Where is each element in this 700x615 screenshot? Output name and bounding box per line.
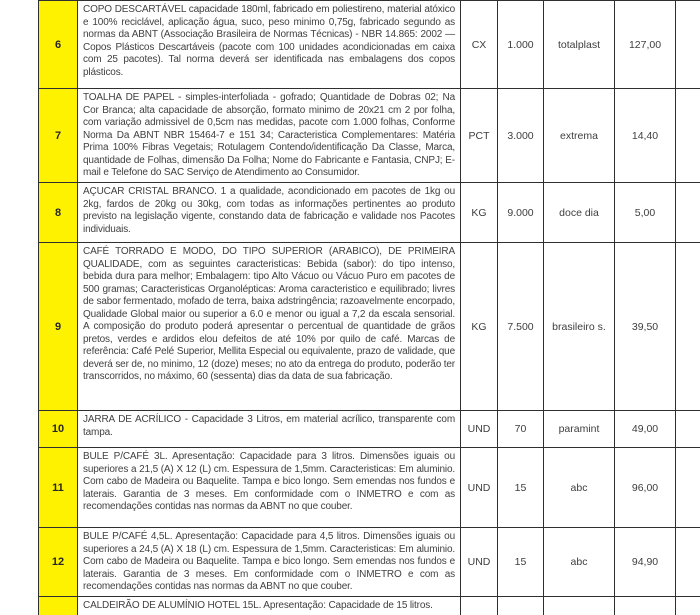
table-row <box>39 448 700 528</box>
brand-cell: doce dia <box>544 183 615 243</box>
price-cell: 49,00 <box>615 411 676 448</box>
items-table <box>38 0 700 615</box>
description-text: TOALHA DE PAPEL - simples-interfoliada - gofrado; Quantidade de Dobras 02; Na Cor Branca; alta capacidade de absorção, formato minimo de 20x21 cm 2 por folha, com variação admissivel de 0,5cm nas medidas, pacote com 1.000 folhas, Conforme Norma Da ABNT NBR 15464-7 e 151 34; Caracteristica Complementares: Matéria Prima 100% Fibras Vegetais; Rotulagem Contendo/identificação Da Classe, Marca, quantidade de Folhas, dimensão Da Folha; Nome do Fabricante e Fantasia, CNPJ; E-mail e Telefone do SAC Serviço de Atendimento ao Consumidor. <box>78 89 460 182</box>
table-row <box>39 528 700 597</box>
quantity-cell: 1.000 <box>498 1 544 89</box>
unit-cell: PCT <box>461 89 498 183</box>
description-text: CALDEIRÃO DE ALUMÍNIO HOTEL 15L. Apresentação: Capacidade de 15 litros. <box>78 597 460 615</box>
description-cell <box>78 183 461 243</box>
brand-cell <box>544 597 615 615</box>
brand-cell: abc <box>544 528 615 597</box>
unit-cell: UND <box>461 528 498 597</box>
quantity-cell: 15 <box>498 448 544 528</box>
unit-cell <box>461 597 498 615</box>
price-cell <box>615 597 676 615</box>
description-cell <box>78 243 461 411</box>
quantity-cell: 15 <box>498 528 544 597</box>
price-cell: 94,90 <box>615 528 676 597</box>
brand-cell: paramint <box>544 411 615 448</box>
table-row <box>39 1 700 89</box>
price-cell: 14,40 <box>615 89 676 183</box>
unit-cell: UND <box>461 448 498 528</box>
cropped-column-cell <box>676 183 700 243</box>
unit-cell: CX <box>461 1 498 89</box>
description-text: BULE P/CAFÉ 3L. Apresentação: Capacidade para 3 litros. Dimensões iguais ou superiores a 21,5 (A) X 12 (L) cm. Espessura de 1,5mm. Caracteristicas: Em aluminio. Com cabo de Madeira ou Baquelite. Tampa e bico longo. Sem emendas nos fundos e laterais. Garantia de 3 meses. Em conformidade com o INMETRO e com as recomendações contidas nas normas da ABNT no que couber. <box>78 448 460 516</box>
description-cell <box>78 597 461 615</box>
description-text: JARRA DE ACRÍLICO - Capacidade 3 Litros, em material acrílico, transparente com tampa. <box>78 411 460 441</box>
unit-cell: KG <box>461 183 498 243</box>
table-row <box>39 183 700 243</box>
table-row-partial <box>39 597 700 615</box>
description-cell <box>78 528 461 597</box>
brand-cell: abc <box>544 448 615 528</box>
item-number: 11 <box>39 448 78 528</box>
cropped-column-cell <box>676 411 700 448</box>
price-cell: 39,50 <box>615 243 676 411</box>
item-number: 6 <box>39 1 78 89</box>
brand-cell: extrema <box>544 89 615 183</box>
brand-cell: brasileiro s. <box>544 243 615 411</box>
item-number: 8 <box>39 183 78 243</box>
price-cell: 127,00 <box>615 1 676 89</box>
description-text: COPO DESCARTÁVEL capacidade 180ml, fabricado em poliestireno, material atóxico e 100% reciclável, aplicação água, suco, peso minimo 0,75g, fabricado segundo as normas da ABNT (Associação Brasileira de Normas Técnicas) - NBR 14.865: 2002 — Copos Plásticos Descartáveis (pacote com 100 unidades acondicionadas em caixa com 25 pacotes). Tal norma deverá ser identificada nas embalagens dos copos plásticos. <box>78 1 460 81</box>
brand-cell: totalplast <box>544 1 615 89</box>
table-row <box>39 89 700 183</box>
unit-cell: KG <box>461 243 498 411</box>
item-number: 10 <box>39 411 78 448</box>
price-cell: 5,00 <box>615 183 676 243</box>
item-number: 9 <box>39 243 78 411</box>
cropped-column-cell <box>676 597 700 615</box>
cropped-column-cell <box>676 448 700 528</box>
cropped-column-cell <box>676 1 700 89</box>
quantity-cell: 3.000 <box>498 89 544 183</box>
quantity-cell: 9.000 <box>498 183 544 243</box>
description-cell <box>78 448 461 528</box>
description-text: AÇUCAR CRISTAL BRANCO. 1 a qualidade, acondicionado em pacotes de 1kg ou 2kg, fardos de 20kg ou 30kg, com todas as informações pertinentes ao produto previsto na legislação vigente, constando data de fabricação e validade nos Pacotes individuais. <box>78 183 460 238</box>
quantity-cell: 7.500 <box>498 243 544 411</box>
unit-cell: UND <box>461 411 498 448</box>
table-row <box>39 411 700 448</box>
description-cell <box>78 1 461 89</box>
item-number: 12 <box>39 528 78 597</box>
cropped-column-cell <box>676 243 700 411</box>
price-cell: 96,00 <box>615 448 676 528</box>
item-number <box>39 597 78 615</box>
table-row <box>39 243 700 411</box>
item-number: 7 <box>39 89 78 183</box>
quantity-cell <box>498 597 544 615</box>
description-text: BULE P/CAFÉ 4,5L. Apresentação: Capacidade para 4,5 litros. Dimensões iguais ou superiores a 24,5 (A) X 18 (L) cm. Espessura de 1,5mm. Caracteristicas: Em aluminio. Com cabo de Madeira ou Baquelite. Tampa e bico longo. Sem emendas nos fundos e laterais. Garantia de 3 meses. Em conformidade com o INMETRO e com as recomendações contidas nas normas da ABNT no que couber. <box>78 528 460 596</box>
description-cell <box>78 411 461 448</box>
cropped-column-cell <box>676 89 700 183</box>
cropped-column-cell <box>676 528 700 597</box>
quantity-cell: 70 <box>498 411 544 448</box>
description-cell <box>78 89 461 183</box>
description-text: CAFÉ TORRADO E MODO, DO TIPO SUPERIOR (ARABICO), DE PRIMEIRA QUALIDADE, com as seguintes caracteristicas: Bebida (sabor): do tipo intenso, bebida dura para melhor; Embalagem: tipo Alto Vácuo ou Vácuo Puro em pacotes de 500 gramas; Caracteristicas Organolépticas: Aroma caracteristico e equilibrado; livres de sabor fermentado, mofado de terra, baixa adstringência; razoavelmente encorpado, Qualidade Global maior ou superior a 6.0 e menor ou igual a 7,2 da escala sensorial. A composição do produto poderá apresentar o percentual de quantidade de grãos pretos, verdes e ardidos elou defeitos de até 10% por quilo de café. Marcas de referência: Café Pelé Superior, Mellita Especial ou equivalente, prazo de validade, que deverá ser de, no minimo, 12 (doze) meses; no ato da entrega do produto, poderão ter transcorridos, no máximo, 60 (sessenta) dias da data de sua fabricação. <box>78 243 460 386</box>
